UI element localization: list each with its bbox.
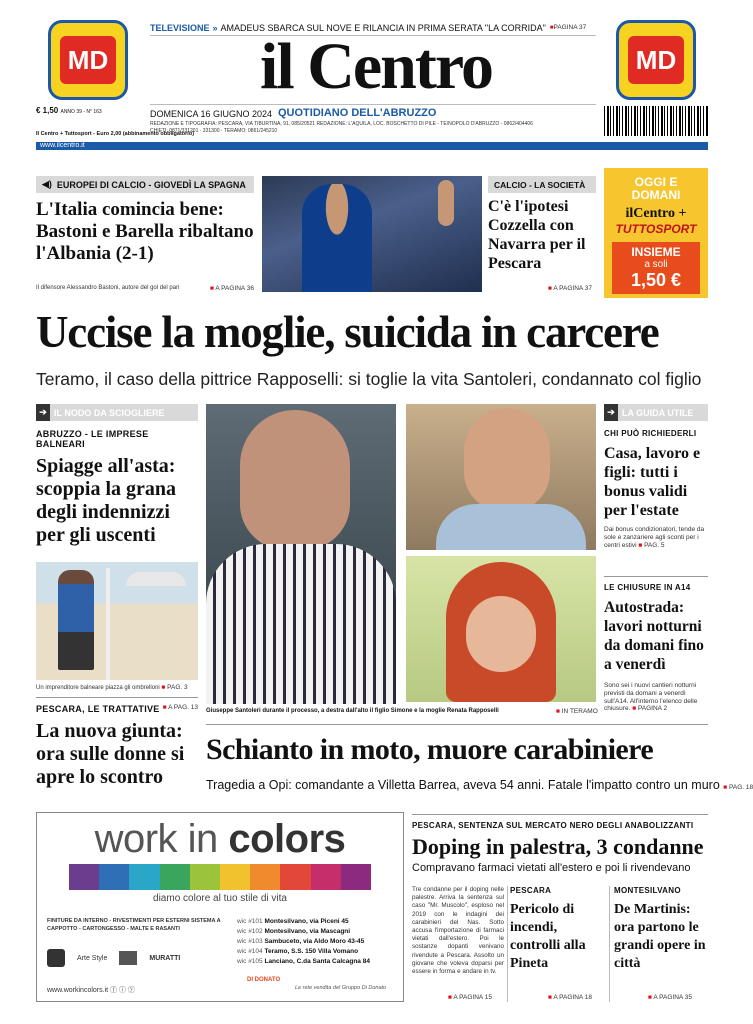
di-donato-logo: DI DONATO [247,977,281,983]
brand-logos: Arte Style MURATTI [47,949,180,967]
palette-swatch [311,864,341,890]
doping-story[interactable]: PESCARA, SENTENZA SUL MERCATO NERO DEGLI ANABOLIZZANTI Doping in palestra, 3 condanne Compravano farmaci vietati all'estero e poi li rivendevano [412,814,708,874]
photo-santoleri [206,404,396,704]
montesilvano-story[interactable]: MONTESILVANO De Martinis: ora partono le grandi opere in città [614,886,708,973]
masthead: il Centro [260,30,492,103]
md-logo-right[interactable]: MD [616,20,696,100]
store-item: wic #105 Lanciano, C.da Santa Calcagna 84 [237,958,370,965]
photo-bastoni [262,176,482,292]
barcode [604,106,708,136]
headline: La nuova giunta: ora sulle donne si apre lo scontro [36,720,185,788]
store-list [237,917,397,967]
headline: Doping in palestra, 3 condanne [412,834,704,859]
palette-swatch [190,864,220,890]
headline: Autostrada: lavori notturni da domani fino a venerdì [604,599,704,673]
lead-subhead: Teramo, il caso della pittrice Rapposelli: si toglie la vita Santoleri, condannato col figlio [36,369,702,389]
color-palette [69,864,371,890]
ad-logo: work in colors [94,817,346,861]
palette-swatch [160,864,190,890]
headline: De Martinis: ora partono le grandi opere in città [614,902,706,971]
headline: Pericolo di incendi, controlli alla Pineta [510,902,586,971]
photo-renata [406,556,596,702]
photo-simone [406,404,596,550]
photo-caption: Un imprenditore balneare piazza gli ombrelloni ■ PAG. 3 [36,684,188,691]
headline: C'è l'ipotesi Cozzella con Navarra per il Pescara [488,198,586,272]
top-story-right[interactable]: CALCIO - LA SOCIETÀ C'è l'ipotesi Cozzella con Navarra per il Pescara [488,176,596,273]
store-item: wic #103 Sambuceto, via Aldo Moro 43-45 [237,938,365,945]
right-story-bonus[interactable]: ➔ LA GUIDA UTILE CHI PUÒ RICHIEDERLI Casa, lavoro e figli: tutti i bonus validi per l'estate Dai bonus condizionatori, tende da sole e zanzariere agli sconti per i centri estivi ■ PAG. 5 [604,404,708,549]
palette-swatch [99,864,129,890]
left-story-beaches[interactable]: ➔ IL NODO DA SCIOGLIERE ABRUZZO - LE IMPRESE BALNEARI Spiagge all'asta: scoppia la grana degli indennizzi per gli uscenti [36,404,198,547]
palette-swatch [220,864,250,890]
ad-work-in-colors[interactable]: work in colors diamo colore al tuo stile di vita FINITURE DA INTERNO - RIVESTIMENTI PER ESTERNI SISTEMA A CAPPOTTO - CARTONGESSO - MALTE E RASANTI wic #101 Montesilvano, via Piceni 45 wic #102 Montesilvano, via Mascagni wic #103 Sambuceto, via Aldo Moro 43-45 wic #104 Teramo, S.S. 150 Villa Vomano wic #105 Lanciano, C.da Santa Calcagna 84 Arte Style MURATTI www.workincolors.it ⓕ ⓘ ⓨ DI DONATO Le rete vendita del Gruppo Di Donato [36,812,404,1002]
right-story-a14[interactable]: LE CHIUSURE IN A14 Autostrada: lavori notturni da domani fino a venerdì Sono sei i nuovi cantieri notturni previsti da domani a venerdì sull'A14. All'interno l'elenco delle chiusure. ■ PAGINA 2 [604,583,708,713]
tagline: QUOTIDIANO DELL'ABRUZZO [278,107,437,119]
palette-swatch [341,864,371,890]
website-bar[interactable]: www.ilcentro.it [36,142,708,150]
headline: Spiagge all'asta: scoppia la grana degli indennizzi per gli uscenti [36,455,177,546]
bundle-note: Il Centro + Tuttosport - Euro 2,00 (abbinamento obbligatorio) [36,131,195,137]
palette-swatch [280,864,310,890]
palette-swatch [250,864,280,890]
store-item: wic #102 Montesilvano, via Mascagni [237,928,351,935]
carabiniere-subhead: Tragedia a Opi: comandante a Villetta Barrea, aveva 54 anni. Fatale l'impatto contro un muro ■ PAG. 18 [206,778,753,792]
ad-slogan: diamo colore al tuo stile di vita [153,893,287,904]
ad-services: FINITURE DA INTERNO - RIVESTIMENTI PER ESTERNI SISTEMA A CAPPOTTO - CARTONGESSO - MALTE E RASANTI [47,918,221,932]
store-item: wic #104 Teramo, S.S. 150 Villa Vomano [237,948,359,955]
issue-date: DOMENICA 16 GIUGNO 2024 [150,109,273,119]
top-teaser[interactable]: TELEVISIONE » AMADEUS SBARCA SUL NOVE E RILANCIA IN PRIMA SERATA "LA CORRIDA" ■ PAGINA 37 [150,20,596,36]
audio-icon: ◀) [42,179,52,189]
lead-photo-caption: Giuseppe Santoleri durante il processo, a destra dall'alto il figlio Simone e la moglie Renata Rapposelli [206,708,499,714]
palette-swatch [69,864,99,890]
lead-headline[interactable]: Uccise la moglie, suicida in carcere [36,307,659,357]
photo-caption: Il difensore Alessandro Bastoni, autore del gol del pari [36,285,180,291]
brand-icon [119,951,137,965]
headline: L'Italia comincia bene: Bastoni e Barella ribaltano l'Albania (2-1) [36,199,254,264]
left-story-giunta[interactable]: PESCARA, LE TRATTATIVE ■ A PAG. 13 La nuova giunta: ora sulle donne si apre lo scontro [36,704,198,788]
arrow-icon: ➔ [36,404,50,421]
palette-swatch [129,864,159,890]
promo-box[interactable]: OGGI E DOMANI ilCentro + TUTTOSPORT INSIEME a soli 1,50 € [604,168,708,298]
social-icons: ⓕ ⓘ ⓨ [110,987,135,994]
md-logo-left[interactable]: MD [48,20,128,100]
doping-text: Tre condanne per il doping nelle palestre. Arriva la sentenza sul caso "Mr. Muscolo", esploso nel 2019 con le indagini dei carabinieri del Nas. Sotto accusa l'importazione di farmaci vietati dall'estero. Poi le sostanze dopanti venivano rivendute a Pescara. Assolto un giovane che voleva doparsi per essere in forma e andare in tv. [412,886,504,976]
carabiniere-headline[interactable]: Schianto in moto, muore carabiniere [206,733,654,766]
brand-icon [47,949,65,967]
redazione-info: REDAZIONE E TIPOGRAFIA: PESCARA, VIA TIBURTINA, 91, 085/20521 REDAZIONE: L'AQUILA, LOC. BOSCHETTO DI PILE - TE/NOPOLO D'ABRUZZO - 0862/404406 CHIETI: 0871/331201 · 331300 · TERAMO: 0861/245210 [150,121,533,134]
arrow-icon: ➔ [604,404,618,421]
price: € 1,50 ANNO 39 - N° 163 [36,106,102,115]
top-story-left[interactable]: ◀) EUROPEI DI CALCIO - GIOVEDÌ LA SPAGNA L'Italia comincia bene: Bastoni e Barella ribaltano l'Albania (2-1) [36,176,254,265]
headline: Casa, lavoro e figli: tutti i bonus validi per l'estate [604,445,701,519]
store-item: wic #101 Montesilvano, via Piceni 45 [237,918,349,925]
photo-beach [36,562,198,680]
ad-url[interactable]: www.workincolors.it ⓕ ⓘ ⓨ [47,987,135,994]
pineta-story[interactable]: PESCARA Pericolo di incendi, controlli alla Pineta [510,886,604,973]
